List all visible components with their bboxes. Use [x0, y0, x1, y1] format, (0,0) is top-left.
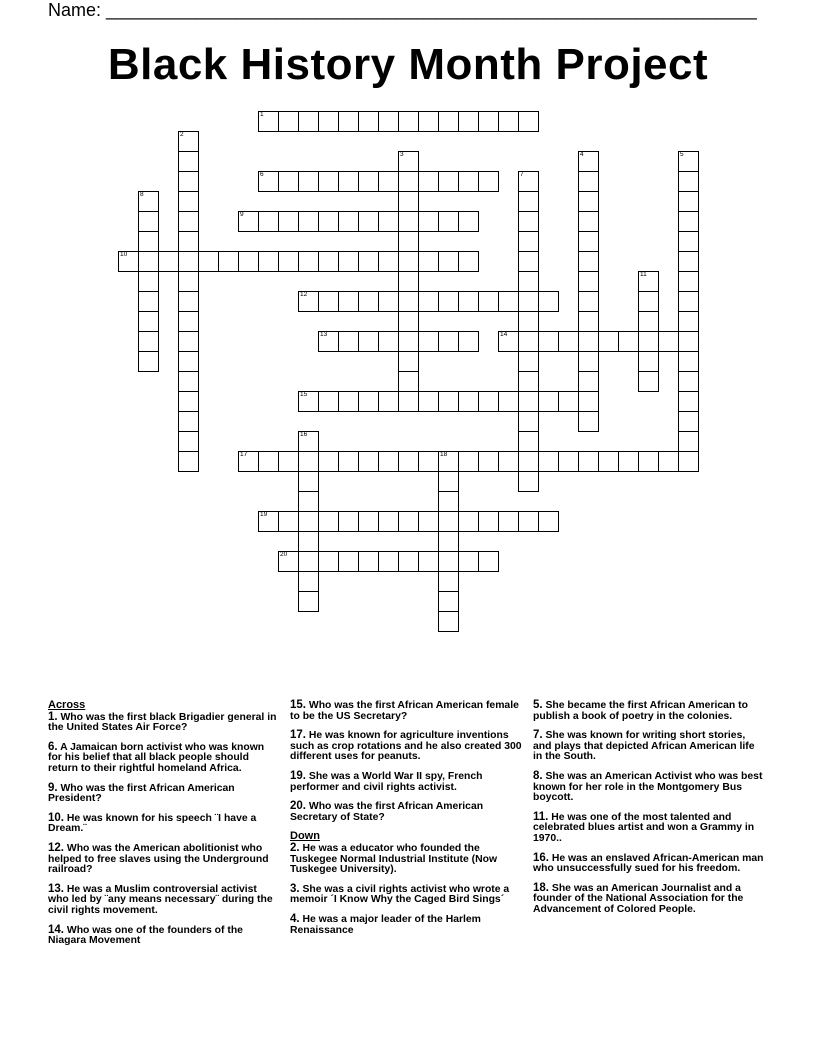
grid-cell[interactable]	[458, 251, 479, 272]
clues-column-3	[533, 700, 765, 924]
grid-cell[interactable]	[338, 451, 359, 472]
grid-cell[interactable]	[438, 491, 459, 512]
grid-cell[interactable]	[538, 451, 559, 472]
grid-cell[interactable]	[298, 471, 319, 492]
grid-cell[interactable]	[598, 331, 619, 352]
clue-number: 17	[240, 451, 248, 458]
grid-cell[interactable]	[578, 251, 599, 272]
grid-cell[interactable]	[578, 451, 599, 472]
clue-number: 14	[500, 331, 508, 338]
grid-cell[interactable]	[238, 251, 259, 272]
grid-cell[interactable]	[398, 451, 419, 472]
grid-cell[interactable]	[238, 211, 259, 232]
grid-cell[interactable]	[138, 231, 159, 252]
grid-cell[interactable]	[518, 351, 539, 372]
grid-cell[interactable]	[318, 291, 339, 312]
grid-cell[interactable]	[318, 211, 339, 232]
grid-cell[interactable]	[398, 151, 419, 172]
grid-cell[interactable]	[678, 171, 699, 192]
page-title: Black History Month Project	[107, 40, 709, 89]
clue-number: 3	[400, 151, 404, 158]
grid-cell[interactable]	[518, 191, 539, 212]
grid-cell[interactable]	[438, 471, 459, 492]
grid-cell[interactable]	[518, 231, 539, 252]
grid-cell[interactable]	[418, 211, 439, 232]
grid-cell[interactable]	[518, 271, 539, 292]
grid-cell[interactable]	[558, 331, 579, 352]
grid-cell[interactable]	[458, 451, 479, 472]
grid-cell[interactable]	[418, 331, 439, 352]
grid-cell[interactable]	[358, 331, 379, 352]
across-heading: Across	[48, 699, 86, 711]
grid-cell[interactable]	[178, 331, 199, 352]
grid-cell[interactable]	[518, 391, 539, 412]
grid-cell[interactable]	[638, 271, 659, 292]
grid-cell[interactable]	[298, 571, 319, 592]
grid-cell[interactable]	[318, 511, 339, 532]
grid-cell[interactable]	[298, 291, 319, 312]
grid-cell[interactable]	[678, 251, 699, 272]
grid-cell[interactable]	[638, 291, 659, 312]
grid-cell[interactable]	[298, 211, 319, 232]
grid-cell[interactable]	[298, 511, 319, 532]
grid-cell[interactable]	[518, 411, 539, 432]
grid-cell[interactable]	[638, 371, 659, 392]
clues-column-1	[48, 700, 280, 955]
grid-cell[interactable]	[398, 511, 419, 532]
grid-cell[interactable]	[498, 511, 519, 532]
grid-cell[interactable]	[178, 131, 199, 152]
grid-cell[interactable]	[458, 291, 479, 312]
clue-number: 20	[280, 551, 288, 558]
grid-cell[interactable]	[458, 171, 479, 192]
grid-cell[interactable]	[678, 231, 699, 252]
clue-down-8: 8. She was an American Activist who was best known for her role in the Montgomery Bus boycott.	[533, 769, 763, 804]
grid-cell[interactable]	[378, 391, 399, 412]
grid-cell[interactable]	[438, 251, 459, 272]
grid-cell[interactable]	[518, 251, 539, 272]
grid-cell[interactable]	[458, 331, 479, 352]
grid-cell[interactable]	[398, 111, 419, 132]
clue-across-12: 12. Who was the American abolitionist who helped to free slaves using the Underground railroad?	[48, 841, 269, 876]
grid-cell[interactable]	[678, 291, 699, 312]
grid-cell[interactable]	[398, 351, 419, 372]
grid-cell[interactable]	[438, 211, 459, 232]
grid-cell[interactable]	[178, 171, 199, 192]
grid-cell[interactable]	[298, 111, 319, 132]
grid-cell[interactable]	[678, 411, 699, 432]
grid-cell[interactable]	[438, 291, 459, 312]
grid-cell[interactable]	[618, 451, 639, 472]
grid-cell[interactable]	[578, 391, 599, 412]
clue-across-17: 17. He was known for agriculture inventions such as crop rotations and he also created 300 different uses for peanuts.	[290, 729, 522, 763]
clue-number: 2	[180, 131, 184, 138]
grid-cell[interactable]	[138, 271, 159, 292]
grid-cell[interactable]	[138, 211, 159, 232]
grid-cell[interactable]	[318, 451, 339, 472]
clue-number: 13	[320, 331, 328, 338]
grid-cell[interactable]	[178, 311, 199, 332]
grid-cell[interactable]	[218, 251, 239, 272]
grid-cell[interactable]	[658, 451, 679, 472]
clue-across-14: 14. Who was one of the founders of the Niagara Movement	[48, 923, 243, 947]
grid-cell[interactable]	[298, 451, 319, 472]
grid-cell[interactable]	[358, 391, 379, 412]
grid-cell[interactable]	[638, 311, 659, 332]
clue-down-7: 7. She was known for writing short stories, and plays that depicted African American life in the South.	[533, 729, 755, 763]
grid-cell[interactable]	[138, 311, 159, 332]
clue-number: 10	[120, 251, 128, 258]
clue-number: 9	[240, 211, 244, 218]
grid-cell[interactable]	[378, 111, 399, 132]
grid-cell[interactable]	[538, 331, 559, 352]
clue-down-4: 4. He was a major leader of the Harlem Renaissance	[290, 912, 481, 936]
grid-cell[interactable]	[298, 391, 319, 412]
grid-cell[interactable]	[658, 331, 679, 352]
grid-cell[interactable]	[438, 611, 459, 632]
grid-cell[interactable]	[578, 311, 599, 332]
grid-cell[interactable]	[678, 191, 699, 212]
grid-cell[interactable]	[558, 391, 579, 412]
grid-cell[interactable]	[178, 271, 199, 292]
grid-cell[interactable]	[398, 271, 419, 292]
clue-number: 5	[680, 151, 684, 158]
grid-cell[interactable]	[678, 431, 699, 452]
grid-cell[interactable]	[178, 231, 199, 252]
clue-across-6: 6. A Jamaican born activist who was known for his belief that all black people should return to their rightful homeland Africa.	[48, 740, 265, 774]
grid-cell[interactable]	[538, 291, 559, 312]
grid-cell[interactable]	[278, 451, 299, 472]
clue-number: 11	[640, 271, 647, 278]
grid-cell[interactable]	[418, 551, 439, 572]
grid-cell[interactable]	[418, 511, 439, 532]
clue-number: 6	[260, 171, 264, 178]
grid-cell[interactable]	[278, 551, 299, 572]
grid-cell[interactable]	[438, 591, 459, 612]
clue-down-11: 11. He was one of the most talented and celebrated blues artist and won a Grammy in 1970..	[533, 810, 755, 844]
grid-cell[interactable]	[138, 291, 159, 312]
grid-cell[interactable]	[478, 551, 499, 572]
clue-number: 18	[440, 451, 448, 458]
grid-cell[interactable]	[378, 171, 399, 192]
grid-cell[interactable]	[378, 331, 399, 352]
grid-cell[interactable]	[378, 551, 399, 572]
grid-cell[interactable]	[438, 111, 459, 132]
grid-cell[interactable]	[298, 171, 319, 192]
grid-cell[interactable]	[398, 311, 419, 332]
grid-cell[interactable]	[238, 451, 259, 472]
grid-cell[interactable]	[258, 251, 279, 272]
grid-cell[interactable]	[338, 111, 359, 132]
grid-cell[interactable]	[678, 391, 699, 412]
grid-cell[interactable]	[418, 291, 439, 312]
grid-cell[interactable]	[578, 351, 599, 372]
clue-down-2: 2. He was a educator who founded the Tuskegee Normal Industrial Institute (Now Tuskegee University).	[290, 841, 498, 876]
grid-cell[interactable]	[258, 171, 279, 192]
grid-cell[interactable]	[678, 271, 699, 292]
grid-cell[interactable]	[278, 251, 299, 272]
grid-cell[interactable]	[178, 371, 199, 392]
grid-cell[interactable]	[278, 211, 299, 232]
clue-number: 7	[520, 171, 524, 178]
grid-cell[interactable]	[378, 451, 399, 472]
grid-cell[interactable]	[538, 511, 559, 532]
grid-cell[interactable]	[318, 251, 339, 272]
grid-cell[interactable]	[398, 251, 419, 272]
grid-cell[interactable]	[398, 211, 419, 232]
grid-cell[interactable]	[518, 311, 539, 332]
grid-cell[interactable]	[318, 551, 339, 572]
grid-cell[interactable]	[138, 191, 159, 212]
grid-cell[interactable]	[278, 171, 299, 192]
grid-cell[interactable]	[678, 311, 699, 332]
grid-cell[interactable]	[518, 431, 539, 452]
grid-cell[interactable]	[338, 391, 359, 412]
grid-cell[interactable]	[338, 291, 359, 312]
grid-cell[interactable]	[578, 231, 599, 252]
grid-cell[interactable]	[578, 271, 599, 292]
grid-cell[interactable]	[298, 431, 319, 452]
grid-cell[interactable]	[678, 211, 699, 232]
grid-cell[interactable]	[138, 251, 159, 272]
grid-cell[interactable]	[398, 331, 419, 352]
clue-down-18: 18. She was an American Journalist and a founder of the National Association for the Advancement of Colored People.	[533, 881, 744, 915]
grid-cell[interactable]	[378, 211, 399, 232]
grid-cell[interactable]	[558, 451, 579, 472]
clue-down-3: 3. She was a civil rights activist who wrote a memoir ´I Know Why the Caged Bird Sings´	[290, 882, 510, 906]
grid-cell[interactable]	[438, 551, 459, 572]
grid-cell[interactable]	[678, 351, 699, 372]
grid-cell[interactable]	[338, 211, 359, 232]
grid-cell[interactable]	[178, 391, 199, 412]
grid-cell[interactable]	[458, 211, 479, 232]
clue-number: 19	[260, 511, 268, 518]
grid-cell[interactable]	[358, 171, 379, 192]
grid-cell[interactable]	[278, 511, 299, 532]
grid-cell[interactable]	[418, 391, 439, 412]
grid-cell[interactable]	[478, 451, 499, 472]
grid-cell[interactable]	[198, 251, 219, 272]
grid-cell[interactable]	[318, 391, 339, 412]
grid-cell[interactable]	[538, 391, 559, 412]
grid-cell[interactable]	[498, 291, 519, 312]
grid-cell[interactable]	[438, 451, 459, 472]
grid-cell[interactable]	[398, 551, 419, 572]
grid-cell[interactable]	[458, 391, 479, 412]
grid-cell[interactable]	[578, 291, 599, 312]
grid-cell[interactable]	[478, 391, 499, 412]
name-field-label[interactable]: Name: _________________________________________________________________	[48, 0, 757, 20]
clue-across-13: 13. He was a Muslim controversial activist who led by ¨any means necessary¨ during the civil rights movement.	[48, 882, 273, 916]
grid-cell[interactable]	[178, 151, 199, 172]
grid-cell[interactable]	[178, 451, 199, 472]
grid-cell[interactable]	[618, 331, 639, 352]
grid-cell[interactable]	[478, 171, 499, 192]
grid-cell[interactable]	[478, 111, 499, 132]
grid-cell[interactable]	[338, 331, 359, 352]
grid-cell[interactable]	[358, 211, 379, 232]
grid-cell[interactable]	[178, 411, 199, 432]
grid-cell[interactable]	[178, 211, 199, 232]
grid-cell[interactable]	[678, 151, 699, 172]
grid-cell[interactable]	[458, 511, 479, 532]
grid-cell[interactable]	[578, 171, 599, 192]
grid-cell[interactable]	[438, 571, 459, 592]
grid-cell[interactable]	[478, 511, 499, 532]
grid-cell[interactable]	[358, 291, 379, 312]
grid-cell[interactable]	[358, 451, 379, 472]
down-heading: Down	[290, 830, 320, 843]
grid-cell[interactable]	[178, 291, 199, 312]
grid-cell[interactable]	[318, 331, 339, 352]
clue-number: 8	[140, 191, 144, 198]
grid-cell[interactable]	[418, 171, 439, 192]
grid-cell[interactable]	[258, 511, 279, 532]
clue-number: 1	[260, 111, 264, 118]
grid-cell[interactable]	[638, 351, 659, 372]
grid-cell[interactable]	[338, 251, 359, 272]
clue-number: 15	[300, 391, 308, 398]
grid-cell[interactable]	[438, 531, 459, 552]
clue-across-20: 20. Who was the first African American Secretary of State?	[290, 800, 484, 823]
grid-cell[interactable]	[578, 371, 599, 392]
grid-cell[interactable]	[178, 251, 199, 272]
clue-across-15: 15. Who was the first African American female to be the US Secretary?	[290, 699, 519, 722]
grid-cell[interactable]	[638, 451, 659, 472]
grid-cell[interactable]	[358, 111, 379, 132]
grid-cell[interactable]	[578, 331, 599, 352]
grid-cell[interactable]	[498, 391, 519, 412]
grid-cell[interactable]	[518, 331, 539, 352]
grid-cell[interactable]	[258, 451, 279, 472]
grid-cell[interactable]	[478, 291, 499, 312]
clue-across-10: 10. He was known for his speech ¨I have a Dream.¨	[48, 811, 257, 835]
grid-cell[interactable]	[438, 331, 459, 352]
grid-cell[interactable]	[358, 551, 379, 572]
grid-cell[interactable]	[438, 511, 459, 532]
grid-cell[interactable]	[458, 111, 479, 132]
clues-column-2	[290, 700, 522, 944]
grid-cell[interactable]	[378, 291, 399, 312]
grid-cell[interactable]	[398, 371, 419, 392]
grid-cell[interactable]	[678, 451, 699, 472]
clue-number: 4	[580, 151, 584, 158]
grid-cell[interactable]	[518, 371, 539, 392]
grid-cell[interactable]	[338, 511, 359, 532]
grid-cell[interactable]	[518, 451, 539, 472]
grid-cell[interactable]	[578, 151, 599, 172]
grid-cell[interactable]	[518, 171, 539, 192]
grid-cell[interactable]	[278, 111, 299, 132]
grid-cell[interactable]	[578, 411, 599, 432]
grid-cell[interactable]	[298, 591, 319, 612]
grid-cell[interactable]	[458, 551, 479, 572]
grid-cell[interactable]	[338, 551, 359, 572]
clue-across-1: 1. Who was the first black Brigadier general in the United States Air Force?	[48, 710, 277, 734]
grid-cell[interactable]	[158, 251, 179, 272]
grid-cell[interactable]	[178, 351, 199, 372]
grid-cell[interactable]	[178, 431, 199, 452]
grid-cell[interactable]	[358, 511, 379, 532]
grid-cell[interactable]	[398, 231, 419, 252]
grid-cell[interactable]	[438, 171, 459, 192]
grid-cell[interactable]	[298, 251, 319, 272]
grid-cell[interactable]	[378, 251, 399, 272]
grid-cell[interactable]	[118, 251, 139, 272]
grid-cell[interactable]	[518, 511, 539, 532]
grid-cell[interactable]	[498, 451, 519, 472]
grid-cell[interactable]	[518, 211, 539, 232]
grid-cell[interactable]	[398, 171, 419, 192]
grid-cell[interactable]	[598, 451, 619, 472]
grid-cell[interactable]	[678, 331, 699, 352]
grid-cell[interactable]	[258, 211, 279, 232]
clue-down-16: 16. He was an enslaved African-American man who unsuccessfully sued for his freedom.	[533, 851, 764, 875]
clue-number: 16	[300, 431, 308, 438]
grid-cell[interactable]	[318, 171, 339, 192]
grid-cell[interactable]	[418, 251, 439, 272]
clue-number: 12	[300, 291, 308, 298]
grid-cell[interactable]	[298, 551, 319, 572]
grid-cell[interactable]	[498, 111, 519, 132]
grid-cell[interactable]	[398, 191, 419, 212]
clue-down-5: 5. She became the first African American to publish a book of poetry in the colonies.	[533, 699, 748, 722]
grid-cell[interactable]	[578, 191, 599, 212]
grid-cell[interactable]	[318, 111, 339, 132]
grid-cell[interactable]	[138, 351, 159, 372]
grid-cell[interactable]	[518, 291, 539, 312]
grid-cell[interactable]	[298, 491, 319, 512]
grid-cell[interactable]	[438, 391, 459, 412]
grid-cell[interactable]	[138, 331, 159, 352]
grid-cell[interactable]	[178, 191, 199, 212]
grid-cell[interactable]	[418, 111, 439, 132]
grid-cell[interactable]	[498, 331, 519, 352]
grid-cell[interactable]	[358, 251, 379, 272]
grid-cell[interactable]	[298, 531, 319, 552]
grid-cell[interactable]	[578, 211, 599, 232]
clue-across-19: 19. She was a World War II spy, French performer and civil rights activist.	[290, 769, 483, 793]
grid-cell[interactable]	[518, 111, 539, 132]
grid-cell[interactable]	[638, 331, 659, 352]
grid-cell[interactable]	[678, 371, 699, 392]
grid-cell[interactable]	[378, 511, 399, 532]
clue-across-9: 9. Who was the first African American President?	[48, 781, 235, 805]
grid-cell[interactable]	[518, 471, 539, 492]
grid-cell[interactable]	[418, 451, 439, 472]
grid-cell[interactable]	[258, 111, 279, 132]
grid-cell[interactable]	[398, 291, 419, 312]
grid-cell[interactable]	[398, 391, 419, 412]
grid-cell[interactable]	[338, 171, 359, 192]
